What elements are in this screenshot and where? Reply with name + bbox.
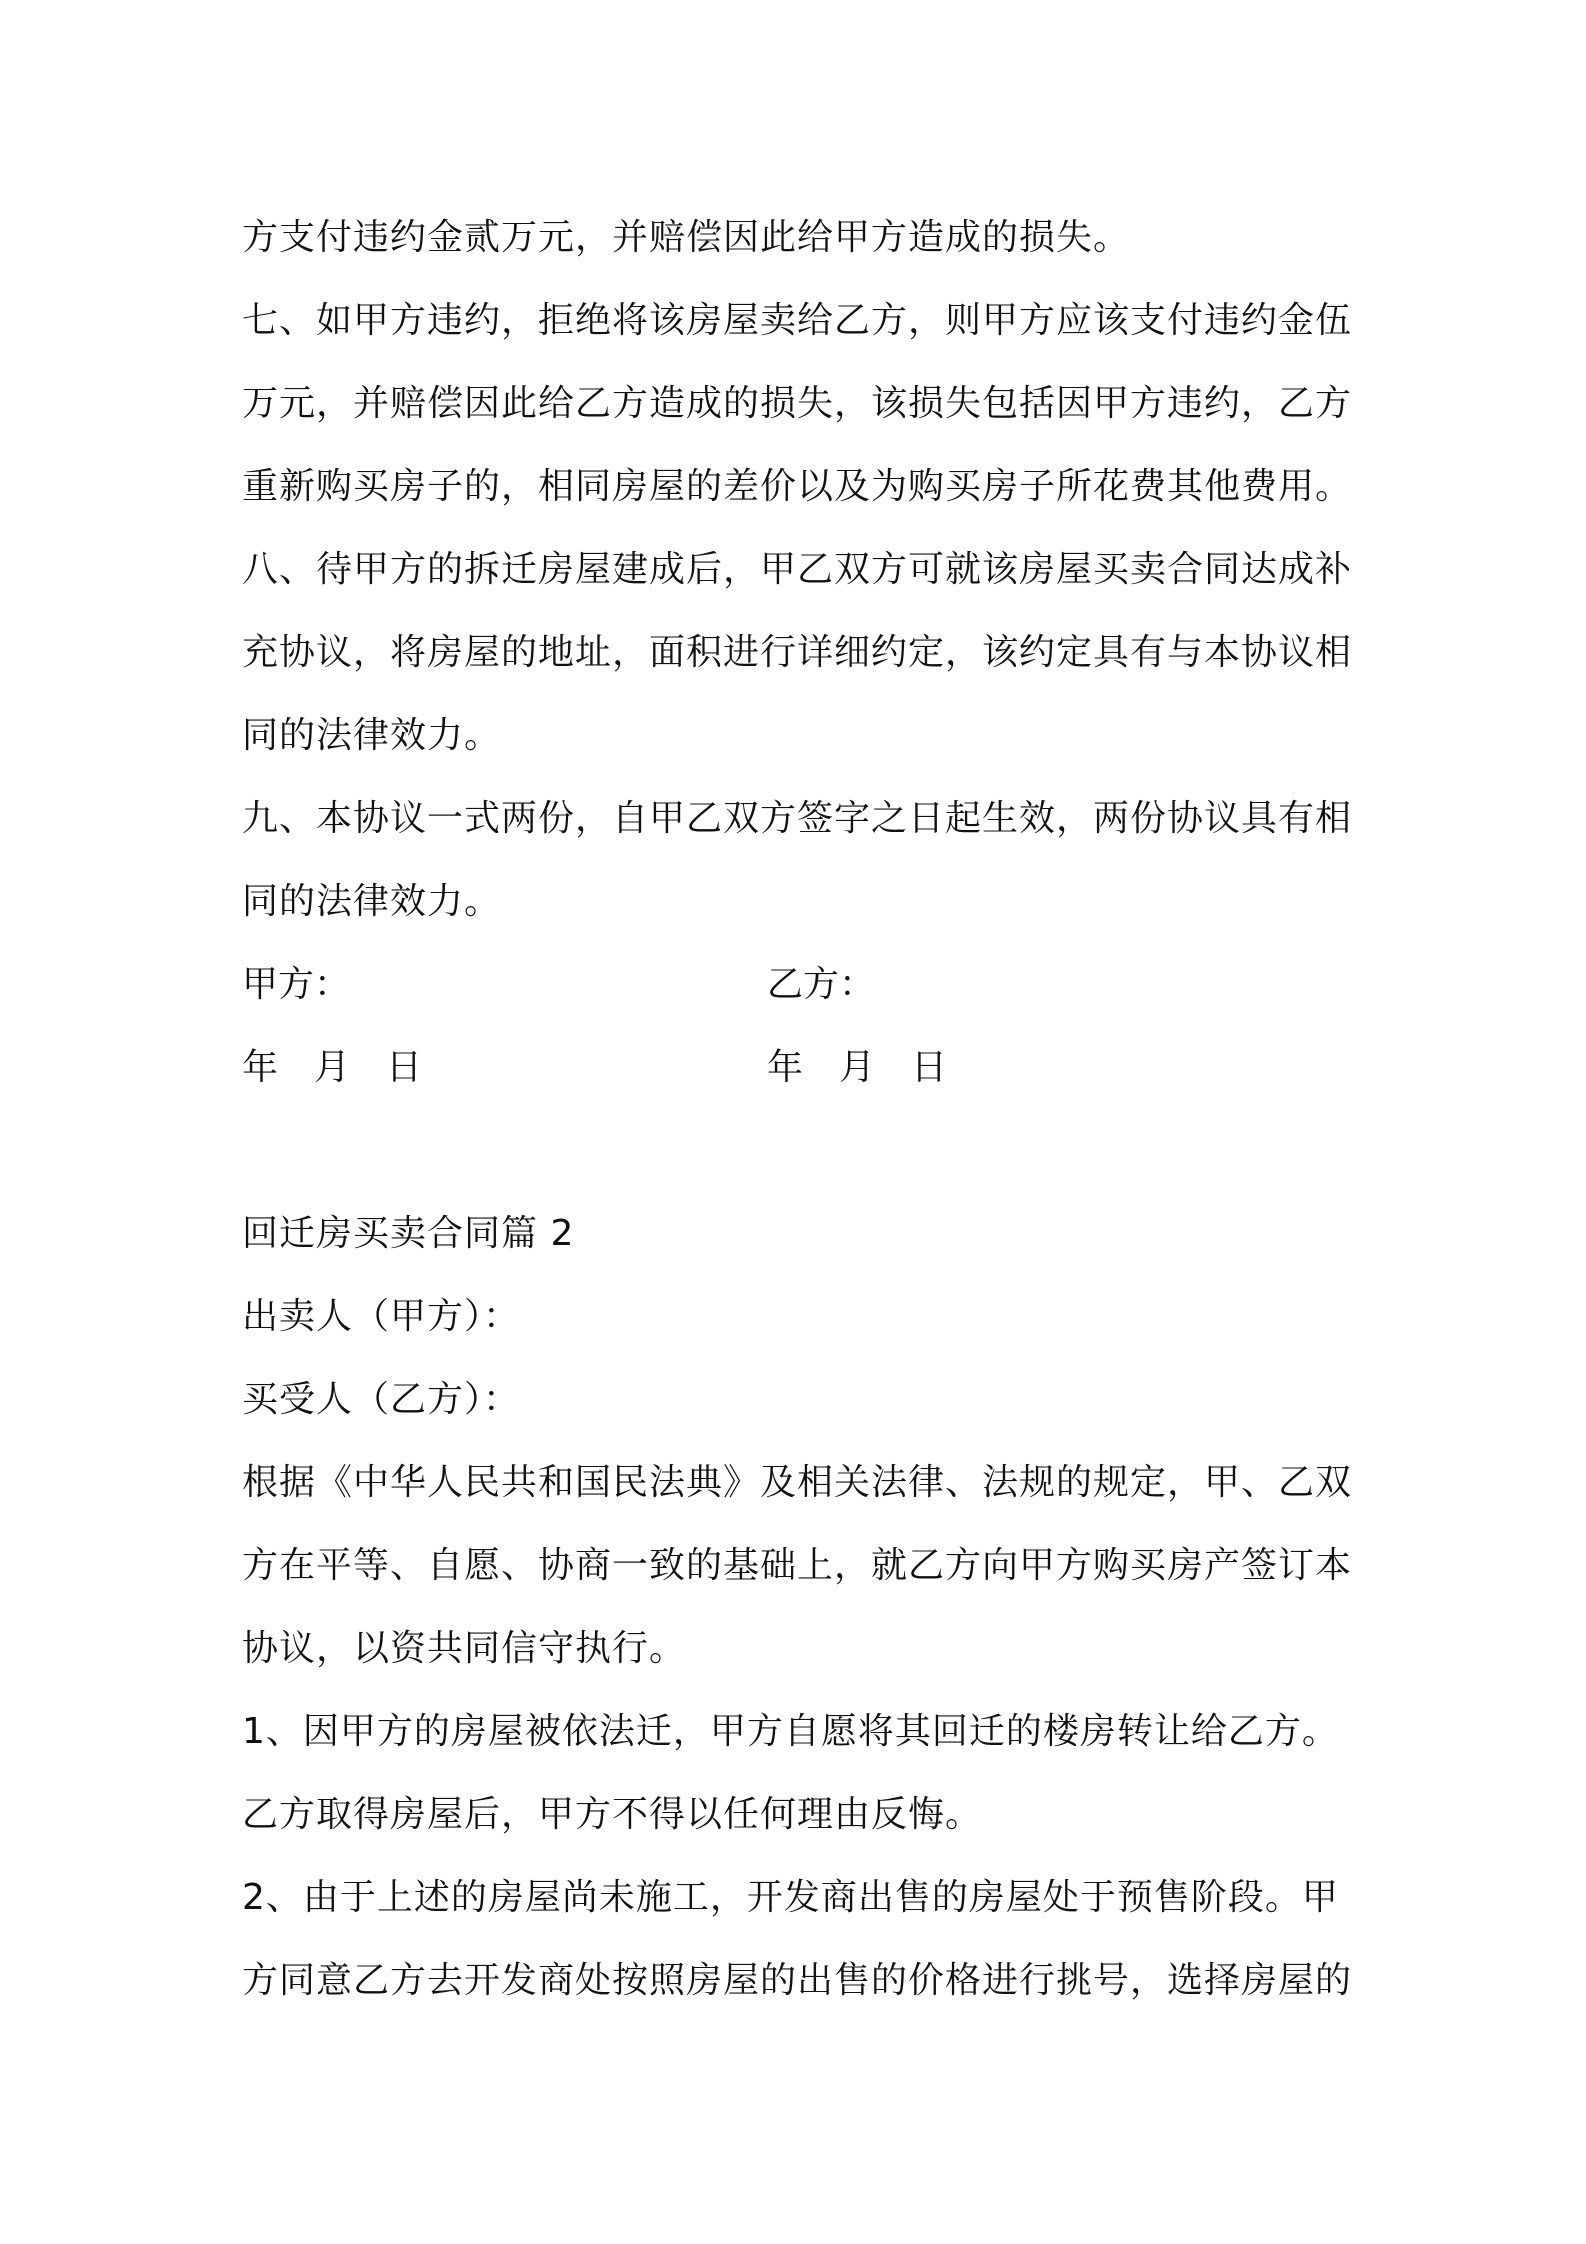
paragraph-line: 同的法律效力。 — [242, 881, 502, 922]
party-b-signature-label: 乙方： — [767, 964, 876, 1005]
paragraph-line: 重新购买房子的，相同房屋的差价以及为购买房子所花费其他费用。 — [242, 466, 1353, 507]
clause-7-line: 七、如甲方违约，拒绝将该房屋卖给乙方，则甲方应该支付违约金伍 — [242, 300, 1353, 341]
preamble-line: 方在平等、自愿、协商一致的基础上，就乙方向甲方购买房产签订本 — [242, 1545, 1353, 1586]
clause-9-line: 九、本协议一式两份，自甲乙双方签字之日起生效，两份协议具有相 — [242, 798, 1353, 839]
signature-row — [242, 943, 1352, 1026]
document-body — [242, 196, 1352, 2022]
paragraph-line: 万元，并赔偿因此给乙方造成的损失，该损失包括因甲方违约，乙方 — [242, 383, 1353, 424]
buyer-line: 买受人（乙方）： — [242, 1379, 521, 1420]
paragraph-line: 同的法律效力。 — [242, 715, 502, 756]
section-gap — [242, 1109, 1352, 1192]
paragraph-line: 方支付违约金贰万元，并赔偿因此给甲方造成的损失。 — [242, 217, 1131, 258]
preamble-line: 根据《中华人民共和国民法典》及相关法律、法规的规定，甲、乙双 — [242, 1462, 1353, 1503]
clause-1-line: 1、因甲方的房屋被依法迁，甲方自愿将其回迁的楼房转让给乙方。 — [242, 1711, 1339, 1752]
clause-8-line: 八、待甲方的拆迁房屋建成后，甲乙双方可就该房屋买卖合同达成补 — [242, 549, 1353, 590]
party-a-date: 年 月 日 — [242, 1047, 423, 1088]
clause-2-line: 2、由于上述的房屋尚未施工，开发商出售的房屋处于预售阶段。甲 — [242, 1877, 1339, 1918]
paragraph-line: 充协议，将房屋的地址，面积进行详细约定，该约定具有与本协议相 — [242, 632, 1353, 673]
party-b-date: 年 月 日 — [767, 1047, 948, 1088]
party-a-signature-label: 甲方： — [242, 964, 351, 1005]
paragraph-line: 方同意乙方去开发商处按照房屋的出售的价格进行挑号，选择房屋的 — [242, 1960, 1353, 2001]
preamble-line: 协议，以资共同信守执行。 — [242, 1628, 687, 1669]
signature-date-row — [242, 1026, 1352, 1109]
paragraph-line: 乙方取得房屋后，甲方不得以任何理由反悔。 — [242, 1794, 983, 1835]
seller-line: 出卖人（甲方）： — [242, 1296, 521, 1337]
section-title: 回迁房买卖合同篇 2 — [242, 1213, 575, 1254]
